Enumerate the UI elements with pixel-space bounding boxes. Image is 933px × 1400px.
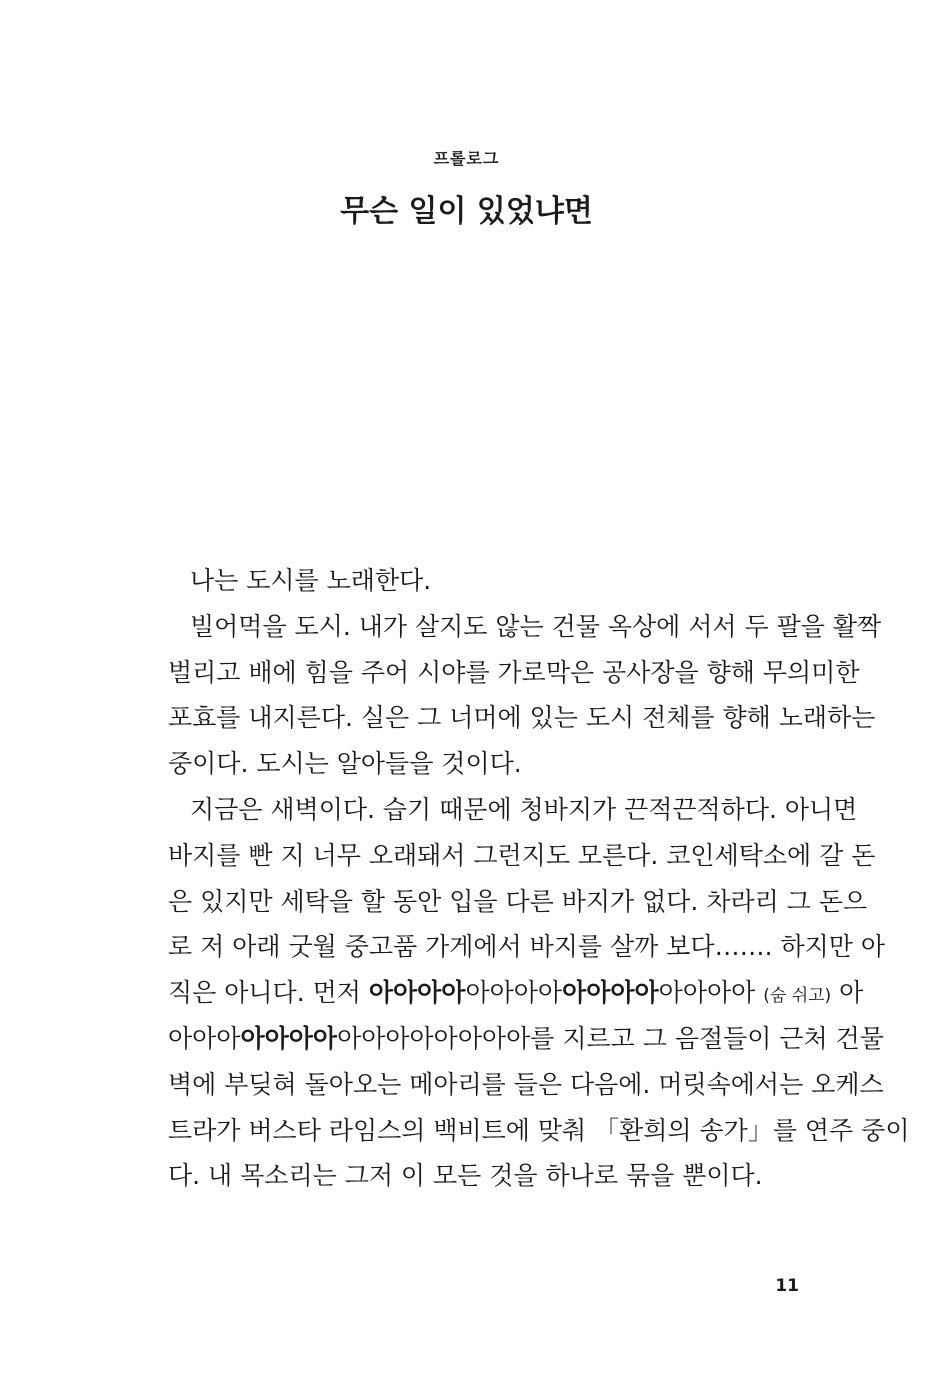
text-segment: 아아아아아아아아를 지르고 그 음절들이 근처 건물 [337,1023,884,1053]
emphasized-text: 아아아아 [368,978,466,1008]
body-text [168,558,910,1199]
paragraph-line: 바지를 빤 지 너무 오래돼서 그런지도 모른다. 코인세탁소에 갈 돈 [168,840,876,870]
paragraph-line: 로 저 아래 굿월 중고품 가게에서 바지를 살까 보다……. 하지만 아 [168,932,886,962]
chapter-title: 무슨 일이 있었냐면 [340,194,593,229]
paragraph-line: 벽에 부딪혀 돌아오는 메아리를 들은 다음에. 머릿속에서는 오케스 [168,1069,884,1099]
page-number: 11 [775,1276,799,1296]
text-segment: 아 [831,978,864,1008]
paragraph-line: 다. 내 목소리는 그저 이 모든 것을 하나로 묶을 뿐이다. [168,1161,763,1191]
paragraph-line: 빌어먹을 도시. 내가 살지도 않는 건물 옥상에 서서 두 팔을 활짝 [190,611,882,641]
text-segment: 아아아아 [465,978,563,1008]
text-segment: 아아아아 [658,978,764,1008]
parenthetical-text: (숨 쉬고) [763,986,832,1007]
text-segment: 직은 아니다. 먼저 [168,978,369,1008]
paragraph-line-mixed [168,970,864,1016]
paragraph-line: 중이다. 도시는 알아들을 것이다. [168,749,522,779]
paragraph-line: 트라가 버스타 라임스의 백비트에 맞춰 「환희의 송가」를 연주 중이 [168,1115,910,1145]
text-segment: 아아아 [168,1023,241,1053]
paragraph-line: 은 있지만 세탁을 할 동안 입을 다른 바지가 없다. 차라리 그 돈으 [168,886,868,916]
paragraph-line: 나는 도시를 노래한다. [190,566,432,595]
paragraph-line: 벌리고 배에 힘을 주어 시야를 가로막은 공사장을 향해 무의미한 [168,657,860,687]
emphasized-text: 아아아아 [240,1023,338,1053]
paragraph-line-mixed [168,1016,884,1062]
paragraph-line: 지금은 새벽이다. 습기 때문에 청바지가 끈적끈적하다. 아니면 [190,794,858,824]
emphasized-text: 아아아아 [562,978,659,1008]
section-label: 프롤로그 [433,149,500,168]
paragraph-line: 포효를 내지른다. 실은 그 너머에 있는 도시 전체를 향해 노래하는 [168,703,876,733]
